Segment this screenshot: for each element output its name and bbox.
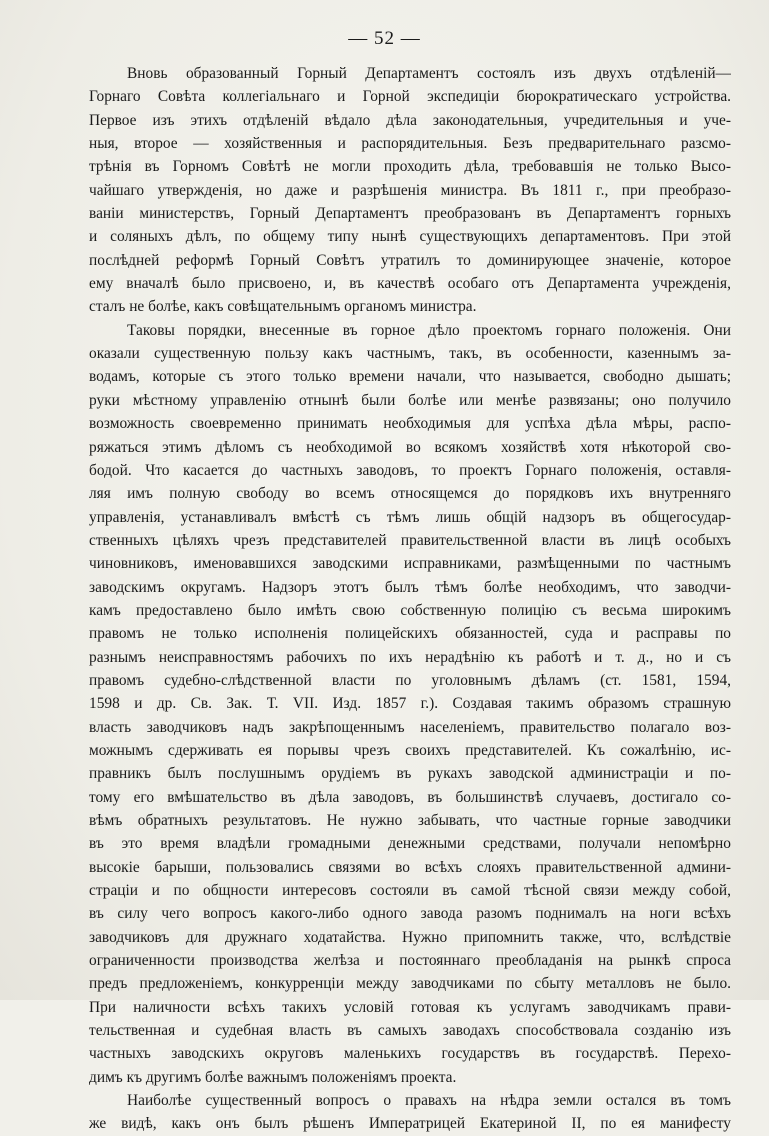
text-line: предъ предложеніемъ, конкурренціи между заводчиками по сбыту металловъ не было. [89, 975, 731, 993]
text-line: руки мѣстному управленію отнынѣ были болѣе или менѣе развязаны; оно получило [89, 391, 731, 409]
text-line: частныхъ заводскихъ округовъ маленькихъ государствъ въ государствѣ. Перехо- [89, 1045, 731, 1063]
text-line: ему вначалѣ было присвоено, и, въ качествѣ особаго отъ Департамента учрежденія, [89, 275, 731, 293]
text-line: разнымъ неисправностямъ рабочихъ по ихъ нерадѣнію къ работѣ и т. д., но и съ [89, 648, 731, 666]
text-line: камъ предоставлено было имѣть свою собственную полицію съ весьма широкимъ [89, 601, 731, 619]
text-line: управленія, устанавливалъ вмѣстѣ съ тѣмъ лишь общій надзоръ въ общегосудар- [89, 508, 731, 526]
text-line: Таковы порядки, внесенные въ горное дѣло проектомъ горнаго положенія. Они [127, 321, 731, 339]
page-number: — 52 — [348, 28, 421, 49]
text-line: правомъ не только исполненія полицейскихъ обязанностей, суда и расправы по [89, 625, 731, 643]
text-line: ряжаться этимъ дѣломъ съ необходимой во всякомъ хозяйствѣ хотя нѣкоторой сво- [89, 438, 731, 456]
text-line: чайшаго утвержденія, но даже и разрѣшенія министра. Въ 1811 г., при преобразо- [89, 181, 731, 199]
text-line: вѣмъ обратныхъ результатовъ. Не нужно забывать, что частные горные заводчики [89, 812, 731, 829]
text-line: ляя имъ полную свободу во всемъ относящемся до порядковъ ихъ внутренняго [89, 485, 731, 503]
text-line: Первое изъ этихъ отдѣленій вѣдало дѣла законодательныя, учредительныя и уче- [89, 111, 731, 129]
text-line: ваніи министерствъ, Горный Департаментъ преобразованъ въ Департаментъ горныхъ [89, 205, 731, 223]
text-line: димъ къ другимъ болѣе важнымъ положеніямъ проекта. [89, 1068, 457, 1086]
text-line: Горнаго Совѣта коллегіальнаго и Горной экспедиціи бюрократическаго устройства. [89, 88, 731, 106]
text-line: сталъ не болѣе, какъ совѣщательнымъ органомъ министра. [89, 298, 477, 316]
text-line: же видѣ, какъ онъ былъ рѣшенъ Императрицей Екатериной II, по ея манифесту [89, 1115, 731, 1133]
text-line: тельственная и судебная власть въ самыхъ заводахъ способствовала созданію изъ [89, 1022, 731, 1040]
text-line: страціи и по общности интересовъ состояли въ самой тѣсной связи между собой, [89, 882, 731, 900]
text-line: возможность своевременно принимать необходимыя для успѣха дѣла мѣры, распо- [89, 415, 731, 433]
text-line: водамъ, которые съ этого только времени начали, что называется, свободно дышать; [89, 368, 731, 386]
text-line: заводскимъ округамъ. Надзоръ этотъ былъ тѣмъ болѣе необходимъ, что заводчи- [89, 578, 731, 596]
text-line: правомъ судебно-слѣдственной власти по уголовнымъ дѣламъ (ст. 1581, 1594, [89, 671, 731, 689]
text-line: ныя, второе — хозяйственныя и распорядительныя. Безъ предварительнаго разсмо- [89, 135, 731, 153]
text-line: въ силу чего вопросъ какого-либо одного завода разомъ поднималъ на ноги всѣхъ [89, 905, 731, 923]
text-line: правникъ былъ послушнымъ орудіемъ въ рукахъ заводской администраціи и по- [89, 765, 731, 783]
text-line: послѣдней реформѣ Горный Совѣтъ утратилъ то доминирующее значеніе, которое [89, 251, 731, 269]
text-line: власть заводчиковъ надъ закрѣпощеннымъ населеніемъ, правительство полагало воз- [89, 718, 731, 736]
text-line: Вновь образованный Горный Департаментъ состоялъ изъ двухъ отдѣленій— [127, 65, 731, 82]
text-line: заводчиковъ для дружнаго ходатайства. Нужно припомнить также, что, вслѣдствіе [89, 928, 731, 946]
text-line: При наличности всѣхъ такихъ условій готовая къ услугамъ заводчикамъ прави- [89, 998, 731, 1016]
text-line: чиновниковъ, именовавшихся заводскими исправниками, размѣщенными по частнымъ [89, 555, 731, 573]
text-line: тому его вмѣшательство въ дѣла заводовъ, въ большинствѣ случаевъ, достигало со- [89, 788, 731, 806]
text-line: и соляныхъ дѣлъ, по общему типу нынѣ существующихъ департаментовъ. При этой [89, 228, 731, 246]
text-line: 1598 и др. Св. Зак. Т. VII. Изд. 1857 г.). Создавая такимъ образомъ страшную [89, 695, 731, 713]
text-line: трѣнія въ Горномъ Совѣтѣ не могли проходить дѣла, требовавшія не только Высо- [89, 158, 731, 176]
text-line: бодой. Что касается до частныхъ заводовъ, то проектъ Горнаго положенія, оставля- [89, 461, 731, 479]
body-text [89, 62, 731, 1136]
text-line: ограниченности производства желѣза и постояннаго преобладанія на рынкѣ спроса [89, 952, 731, 970]
text-line: оказали существенную пользу какъ частнымъ, такъ, въ особенности, казеннымъ за- [89, 345, 731, 363]
text-line: можнымъ сдерживать ея порывы чрезъ своихъ представителей. Къ сожалѣнію, ис- [89, 741, 731, 759]
text-line: Наиболѣе существенный вопросъ о правахъ на нѣдра земли остался въ томъ [127, 1092, 731, 1110]
text-line: въ это время владѣли громадными денежными средствами, получали непомѣрно [89, 835, 731, 853]
text-line: ственныхъ цѣляхъ чрезъ представителей правительственной власти въ лицѣ особыхъ [89, 531, 731, 549]
text-line: высокіе барыши, пользовались связями во всѣхъ слояхъ правительственной админи- [89, 858, 731, 876]
